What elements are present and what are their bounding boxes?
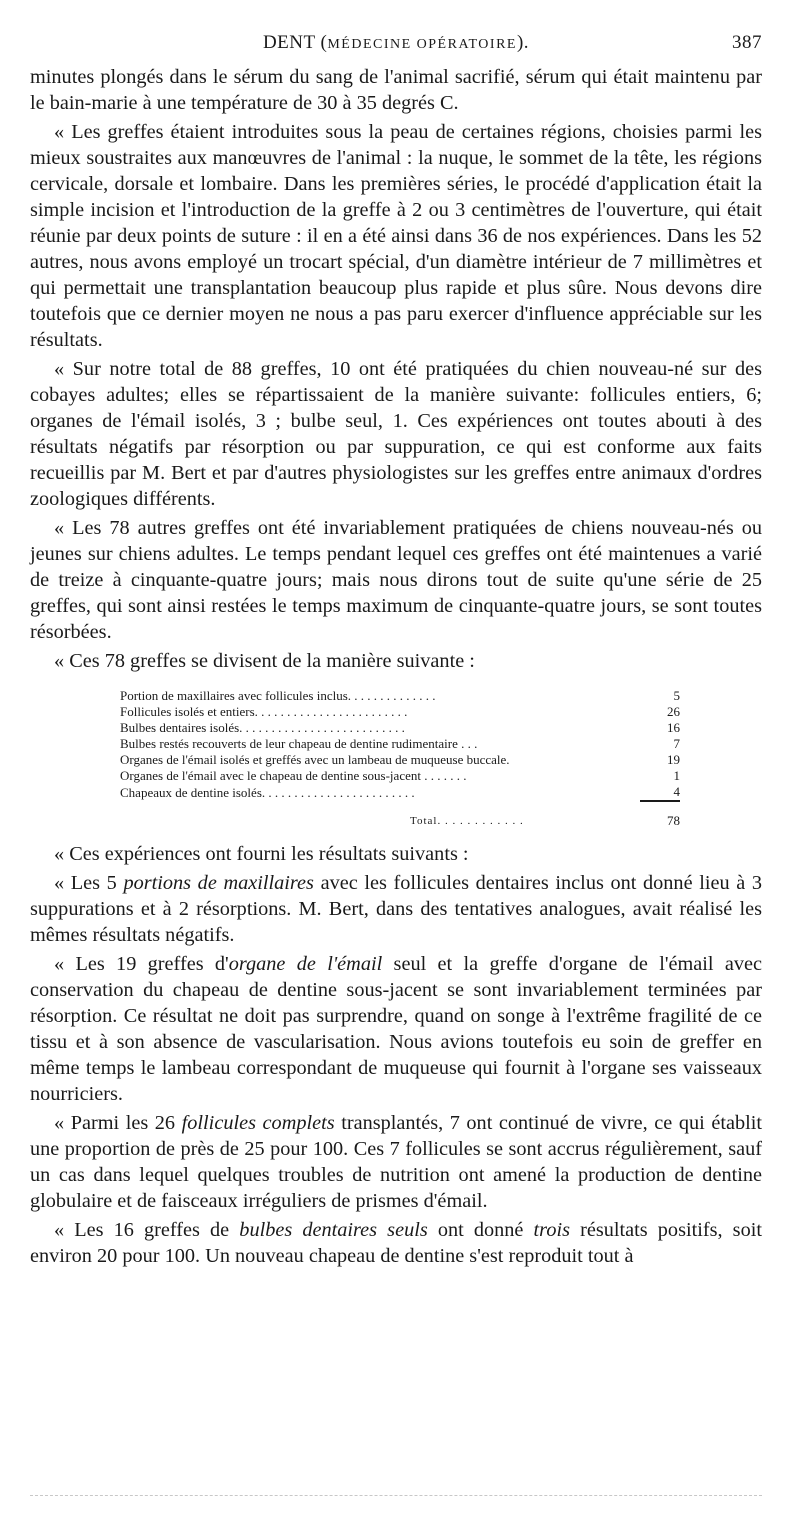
row-value: 5 — [673, 688, 680, 703]
text-run: « Les 5 — [54, 872, 124, 894]
row-label: Follicules isolés et entiers. . . . . . . . . . . . . . . . . . . . . . . . — [120, 704, 408, 719]
text-run: seul et la greffe d'organe de l'émail avec conservation du chapeau de dentine sous-jacent se sont invariablement terminées par résorption. Ce résultat ne doit pas surprendre, quand on songe à l'extrême fragilité de ce tissu et à son absence de vascularisation. Nous avions toutefois eu soin de greffer en même temps le lambeau correspondant de muqueuse qui fournit à l'organe ses vaisseaux nourriciers. — [30, 953, 762, 1105]
bottom-scan-artifact — [30, 1495, 762, 1500]
row-value: 7 — [673, 736, 680, 751]
paragraph-2: « Les greffes étaient introduites sous la peau de certaines régions, choisies parmi les mieux soustraites aux manœuvres de l'animal : la nuque, le sommet de la tête, les régions cervicale, dorsale et lombaire. Dans les premières séries, le procédé d'application était la simple incision et l'introduction de la greffe à 2 ou 3 centimètres de l'ouverture, qui était réunie par deux points de suture : il en a été ainsi dans 36 de nos expériences. Dans les 52 autres, nous avons employé un trocart spécial, d'un diamètre intérieur de 7 millimètres et qui permettait une transplantation beaucoup plus rapide et plus sûre. Nous devons dire toutefois que ce dernier moyen ne nous a pas paru exercer d'influence appréciable sur les résultats. — [30, 121, 762, 351]
row-value: 4 — [673, 784, 680, 799]
table-total-row — [120, 801, 680, 829]
table-row — [120, 736, 680, 752]
text-run: « Les 19 greffes d' — [54, 953, 229, 975]
paragraph-4: « Les 78 autres greffes ont été invariablement pratiquées de chiens nouveau-nés ou jeunes sur chiens adultes. Le temps pendant lequel ces greffes ont été maintenues a varié de treize à cinquante-quatre jours; mais nous dirons tout de suite qu'une série de 25 greffes, qui sont ainsi restées le temps maximum de cinquante-quatre jours, se sont toutes résorbées. — [30, 517, 762, 643]
paragraph-7 — [30, 870, 762, 948]
italic-run: bulbes dentaires seuls — [239, 1219, 428, 1241]
table-row — [120, 784, 680, 801]
paragraph-8 — [30, 951, 762, 1107]
running-header — [30, 30, 762, 60]
text-run: résultats positifs, soit environ 20 pour 100. Un nouveau chapeau de dentine s'est reproduit tout à — [30, 1219, 762, 1267]
text-run: transplantés, 7 ont continué de vivre, ce qui établit une proportion de près de 25 pour 100. Ces 7 follicules se sont accrus régulièrement, sauf un cas dans lequel quelques troubles de nutrition ont amené la production de dentine globulaire et de faisceaux irréguliers de prismes d'émail. — [30, 1112, 762, 1212]
title-small-caps: MÉDECINE OPÉRATOIRE — [327, 37, 517, 52]
italic-run: follicules complets — [181, 1112, 335, 1134]
table-row — [120, 704, 680, 720]
italic-run: portions de maxillaires — [123, 872, 314, 894]
row-value: 19 — [667, 752, 680, 767]
total-label: Total. . . . . . . . . . . . — [410, 815, 524, 827]
paragraph-1: minutes plongés dans le sérum du sang de l'animal sacrifié, sérum qui était maintenu par le bain-marie à une température de 30 à 35 degrés C. — [30, 66, 762, 114]
paragraph-3: « Sur notre total de 88 greffes, 10 ont été pratiquées du chien nouveau-né sur des cobayes adultes; elles se répartissaient de la manière suivante: follicules entiers, 6; organes de l'émail isolés, 3 ; bulbe seul, 1. Ces expériences ont toutes abouti à des résultats négatifs par résorption ou par suppuration, ce qui est conforme aux faits recueillis par M. Bert et par d'autres physiologistes sur les greffes entre animaux d'ordres zoologiques différents. — [30, 358, 762, 510]
text-run: « Parmi les 26 — [54, 1112, 182, 1134]
title-end: ). — [516, 32, 530, 53]
table-row — [120, 720, 680, 736]
text-run: avec les follicules dentaires inclus ont donné lieu à 3 suppurations et à 2 résorptions. M. Bert, dans des tentatives analogues, avait réalisé les mêmes résultats négatifs. — [30, 872, 762, 946]
table-row — [120, 768, 680, 784]
table-row — [120, 688, 680, 704]
row-value: 16 — [667, 720, 680, 735]
row-label: Bulbes restés recouverts de leur chapeau de dentine rudimentaire . . . — [120, 736, 478, 751]
row-label: Chapeaux de dentine isolés. . . . . . . . . . . . . . . . . . . . . . . . — [120, 785, 415, 800]
row-label: Portion de maxillaires avec follicules inclus. . . . . . . . . . . . . . — [120, 688, 436, 703]
paragraph-10 — [30, 1217, 762, 1269]
italic-run: organe de l'émail — [228, 953, 383, 975]
paragraph-6: « Ces expériences ont fourni les résultats suivants : — [54, 843, 469, 865]
row-label: Organes de l'émail isolés et greffés avec un lambeau de muqueuse buccale. — [120, 752, 510, 767]
paragraph-5: « Ces 78 greffes se divisent de la manière suivante : — [54, 650, 475, 672]
running-title — [30, 32, 762, 54]
paragraph-9 — [30, 1110, 762, 1214]
text-run: ont donné — [427, 1219, 534, 1241]
row-label: Bulbes dentaires isolés. . . . . . . . . . . . . . . . . . . . . . . . . . — [120, 720, 405, 735]
italic-run: trois — [533, 1219, 570, 1241]
page-body — [30, 64, 762, 1272]
table-row — [120, 752, 680, 768]
page-number: 387 — [732, 32, 762, 53]
row-value: 26 — [667, 704, 680, 719]
total-value: 78 — [640, 801, 680, 829]
row-value: 1 — [673, 768, 680, 783]
title-main: DENT ( — [262, 32, 328, 53]
greffes-table — [120, 688, 680, 829]
row-label: Organes de l'émail avec le chapeau de dentine sous-jacent . . . . . . . — [120, 768, 467, 783]
text-run: « Les 16 greffes de — [54, 1219, 240, 1241]
